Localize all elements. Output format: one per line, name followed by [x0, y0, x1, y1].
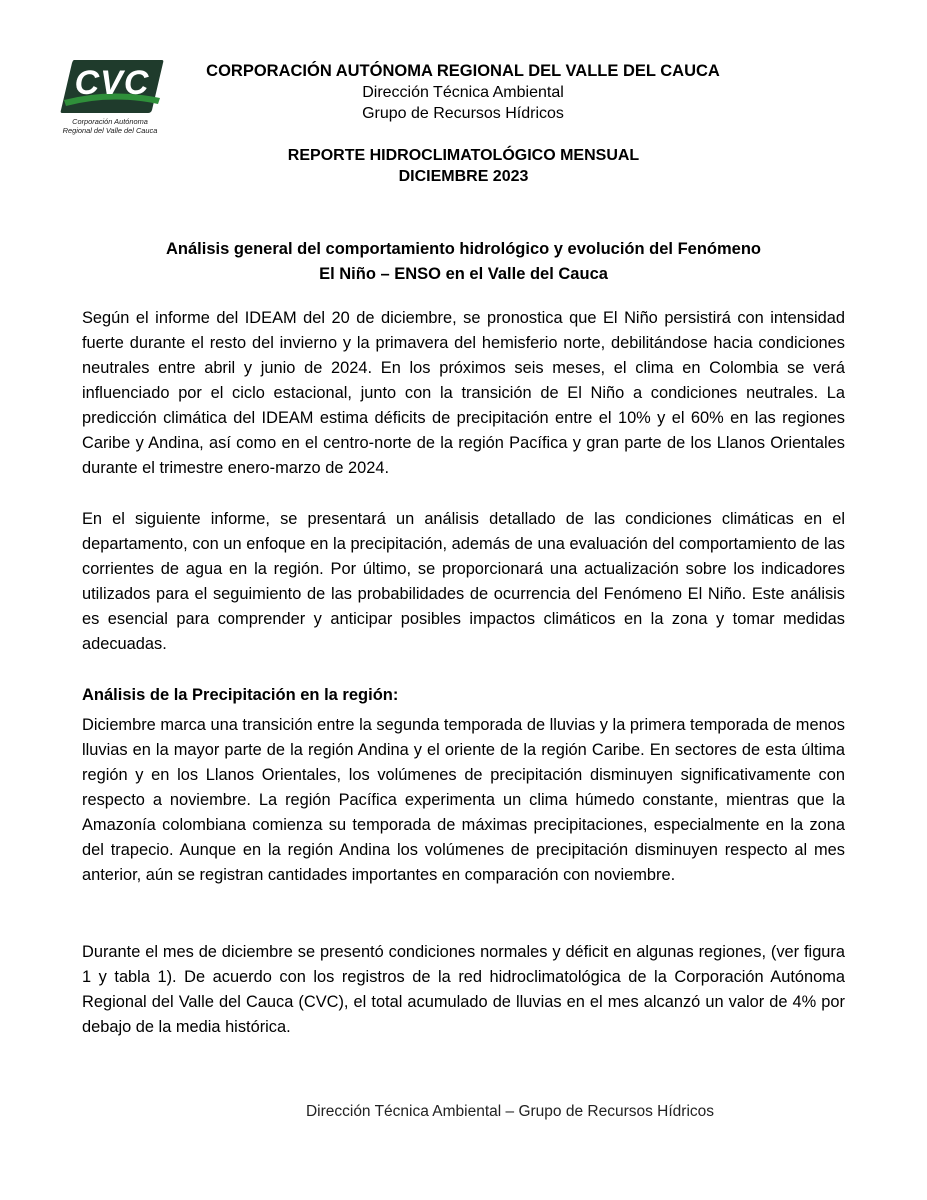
precipitation-subheading: Análisis de la Precipitación en la región: [82, 686, 399, 704]
logo-subtitle-line2: Regional del Valle del Cauca [62, 126, 158, 135]
group-name: Grupo de Recursos Hídricos [362, 105, 564, 122]
section-title [0, 237, 927, 287]
report-title: REPORTE HIDROCLIMATOLÓGICO MENSUAL [287, 147, 640, 164]
cvc-logo-subtitle [52, 117, 168, 135]
report-title-block [0, 145, 927, 187]
cvc-logo-badge [60, 58, 164, 114]
cvc-logo-letters: CVC [74, 64, 150, 102]
paragraph-report-overview: En el siguiente informe, se presentará un análisis detallado de las condiciones climáticas en el departamento, con un enfoque en la precipitación, además de una evaluación del comportamiento de las corrientes de agua en la región. Por último, se proporcionará una actualización sobre los indicadores utilizados para el seguimiento de las probabilidades de ocurrencia del Fenómeno El Niño. Este análisis es esencial para comprender y anticipar posibles impactos climáticos en la zona y tomar medidas adecuadas. [82, 510, 845, 653]
cvc-logo [52, 58, 168, 138]
paragraph-december-transition: Diciembre marca una transición entre la segunda temporada de lluvias y la primera temporada de menos lluvias en la mayor parte de la región Andina y el oriente de la región Caribe. En sectores de esta última región y en los Llanos Orientales, los volúmenes de precipitación disminuyen significativamente con respecto a noviembre. La región Pacífica experimenta un clima húmedo constante, mientras que la Amazonía colombiana comienza su temporada de máximas precipitaciones, especialmente en la zona del trapecio. Aunque en la región Andina los volúmenes de precipitación disminuyen respecto al mes anterior, aún se registran cantidades importantes en comparación con noviembre. [82, 716, 845, 884]
organization-name: CORPORACIÓN AUTÓNOMA REGIONAL DEL VALLE DEL CAUCA [206, 62, 720, 80]
paragraph-ideam-forecast: Según el informe del IDEAM del 20 de diciembre, se pronostica que El Niño persistirá con intensidad fuerte durante el resto del invierno y la primavera del hemisferio norte, debilitándose hacia condiciones neutrales entre abril y junio de 2024. En los próximos seis meses, el clima en Colombia se verá influenciado por el ciclo estacional, junto con la transición de El Niño a condiciones neutrales. La predicción climática del IDEAM estima déficits de precipitación entre el 10% y el 60% en las regiones Caribe y Andina, así como en el centro-norte de la región Pacífica y gran parte de los Llanos Orientales durante el trimestre enero-marzo de 2024. [82, 309, 845, 477]
paragraph-december-conditions: Durante el mes de diciembre se presentó condiciones normales y déficit en algunas regiones, (ver figura 1 y tabla 1). De acuerdo con los registros de la red hidroclimatológica de la Corporación Autónoma Regional del Valle del Cauca (CVC), el total acumulado de lluvias en el mes alcanzó un valor de 4% por debajo de la media histórica. [82, 943, 845, 1036]
organization-header [168, 61, 758, 124]
report-period: DICIEMBRE 2023 [398, 168, 529, 185]
direction-name: Dirección Técnica Ambiental [362, 84, 564, 101]
section-title-line1: Análisis general del comportamiento hidrológico y evolución del Fenómeno [165, 240, 761, 258]
logo-subtitle-line1: Corporación Autónoma [72, 117, 148, 126]
page-footer: Dirección Técnica Ambiental – Grupo de Recursos Hídricos [305, 1103, 715, 1120]
section-title-line2: El Niño – ENSO en el Valle del Cauca [319, 265, 608, 283]
